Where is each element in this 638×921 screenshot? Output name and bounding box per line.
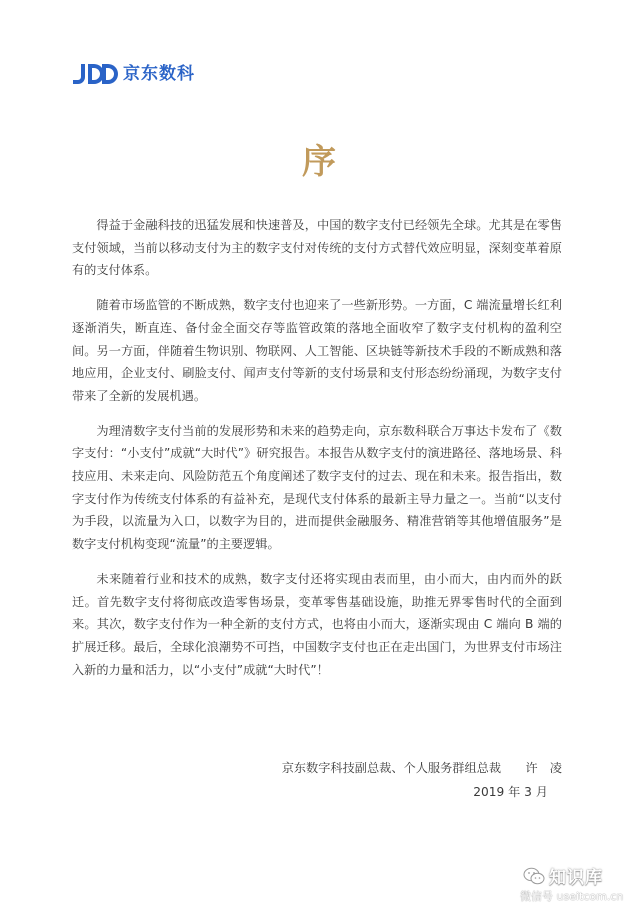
brand-name: 京东数科 xyxy=(123,64,195,84)
page-title: 序 xyxy=(302,142,336,182)
watermark-subtitle: 微信号 useitcom.cn xyxy=(520,890,624,903)
jdd-logo-mark-icon xyxy=(72,62,118,86)
paragraph-2: 随着市场监管的不断成熟，数字支付也迎来了一些新形势。一方面，C 端流量增长红利逐渐消失，断直连、备付金全面交存等监管政策的落地全面收窄了数字支付机构的盈利空间。另一方面，伴随着生物识别、物联网、人工智能、区块链等新技术手段的不断成熟和落地应用，企业支付、刷脸支付、闻声支付等新的支付场景和支付形态纷纷涌现，为数字支付带来了全新的发展机遇。 xyxy=(72,298,562,403)
brand-logo xyxy=(72,61,195,87)
paragraph-1: 得益于金融科技的迅猛发展和快速普及，中国的数字支付已经领先全球。尤其是在零售支付领域，当前以移动支付为主的数字支付对传统的支付方式替代效应明显，深刻变革着原有的支付体系。 xyxy=(72,218,562,278)
paragraph-4: 未来随着行业和技术的成熟，数字支付还将实现由表而里，由小而大，由内而外的跃迁。首先数字支付将彻底改造零售场景，变革零售基础设施，助推无界零售时代的全面到来。其次，数字支付作为一种全新的支付方式，也将由小而大，逐渐实现由 C 端向 B 端的扩展迁移。最后，全球化浪潮势不可挡，中国数字支付也正在走出国门，为世界支付市场注入新的力量和活力，以“小支付”成就“大时代”！ xyxy=(72,571,562,677)
wechat-icon xyxy=(523,867,545,885)
watermark-title: 知识库 xyxy=(549,868,603,888)
date: 2019 年 3 月 xyxy=(473,785,548,799)
watermark xyxy=(523,863,603,888)
signature: 京东数字科技副总裁、个人服务群组总裁 许 凌 xyxy=(281,761,562,775)
preface-body xyxy=(72,214,562,681)
paragraph-3: 为理清数字支付当前的发展形势和未来的趋势走向，京东数科联合万事达卡发布了《数字支付：“小支付”成就“大时代”》研究报告。本报告从数字支付的演进路径、落地场景、科技应用、未来走向、风险防范五个角度阐述了数字支付的过去、现在和未来。报告指出，数字支付作为传统支付体系的有益补充，是现代支付体系的最新主导力量之一。当前“以支付为手段，以流量为入口，以数字为目的，进而提供金融服务、精准营销等其他增值服务”是数字支付机构变现“流量”的主要逻辑。 xyxy=(72,423,562,552)
